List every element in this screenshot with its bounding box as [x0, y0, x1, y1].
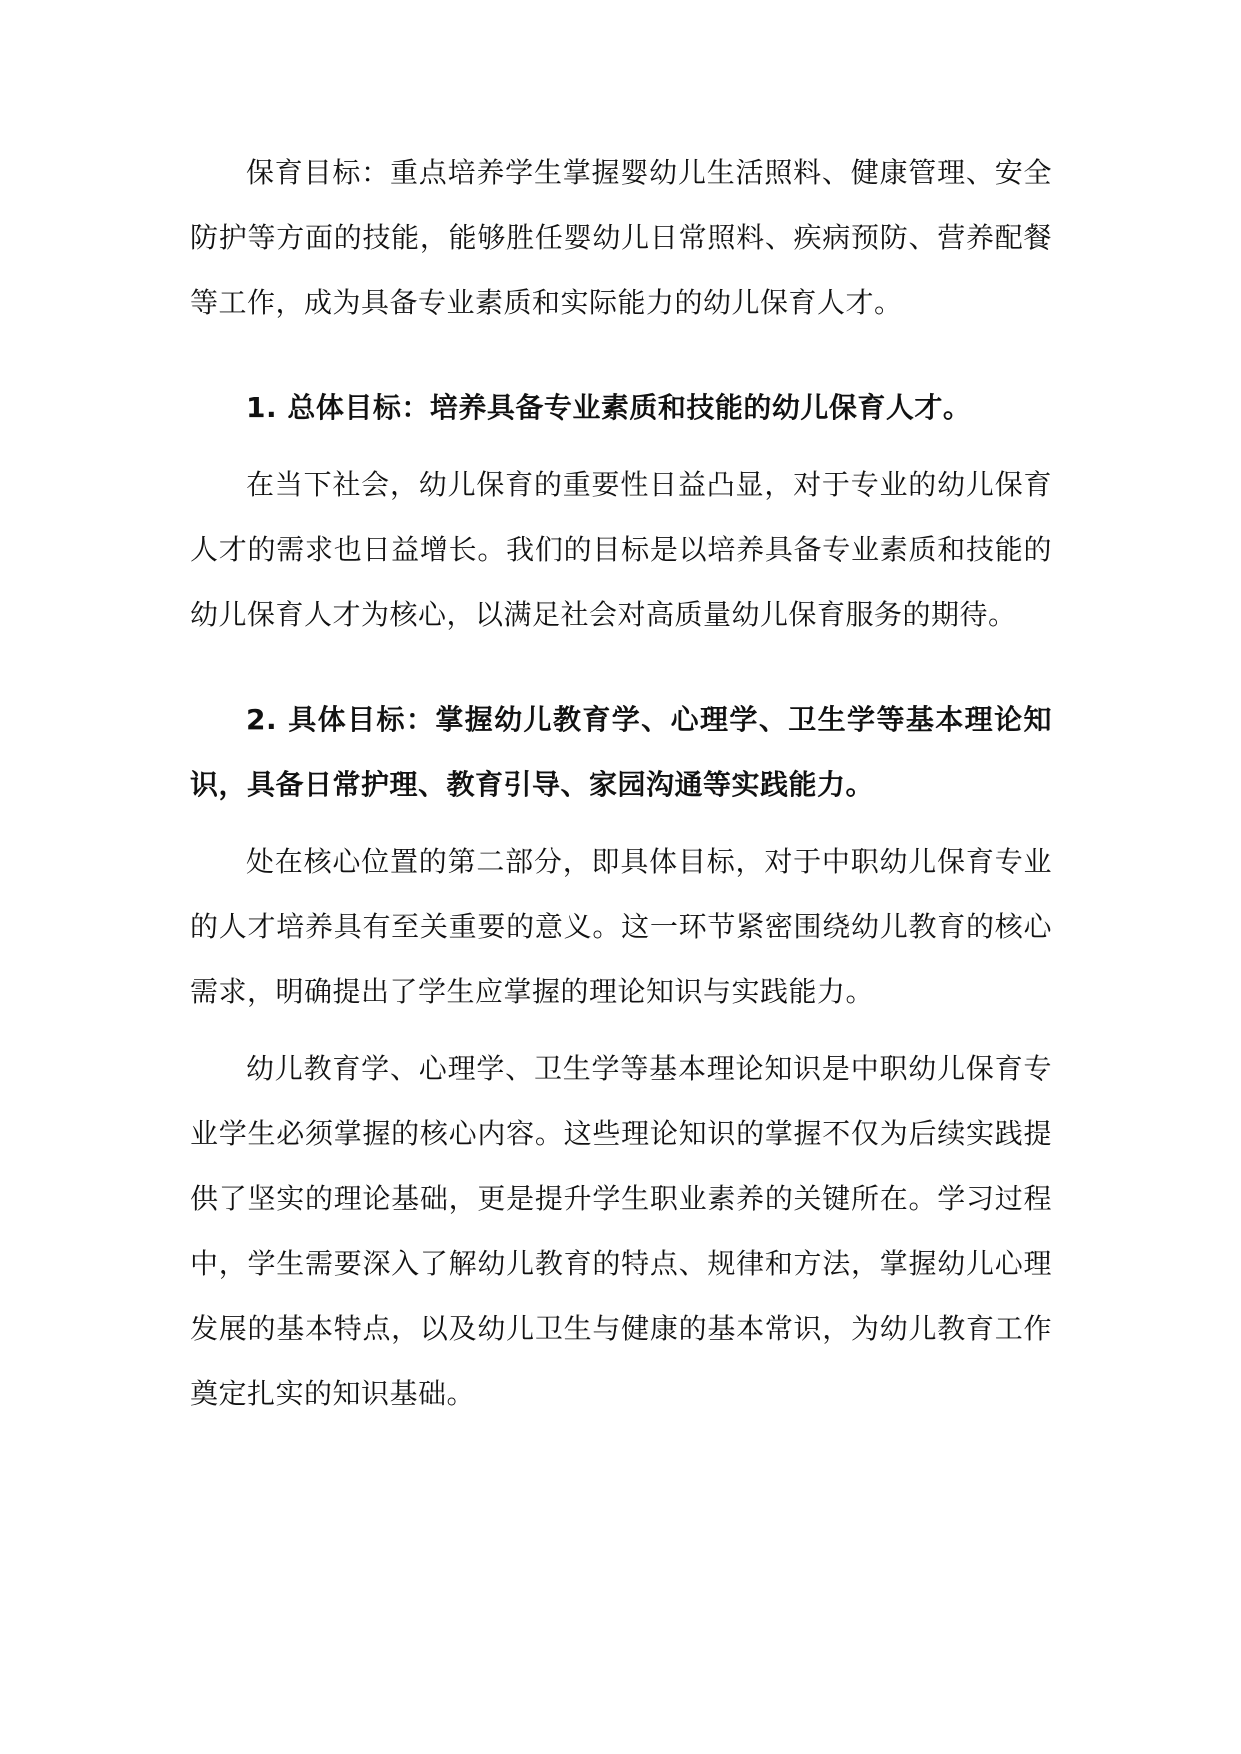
heading-overall-goal: 1. 总体目标：培养具备专业素质和技能的幼儿保育人才。: [246, 391, 972, 424]
paragraph-theory-knowledge: 幼儿教育学、心理学、卫生学等基本理论知识是中职幼儿保育专业学生必须掌握的核心内容。这些理论知识的掌握不仅为后续实践提供了坚实的理论基础，更是提升学生职业素养的关键所在。学习过程中，学生需要深入了解幼儿教育的特点、规律和方法，掌握幼儿心理发展的基本特点，以及幼儿卫生与健康的基本常识，为幼儿教育工作奠定扎实的知识基础。: [190, 1052, 1052, 1410]
paragraph-overall-goal: 在当下社会，幼儿保育的重要性日益凸显，对于专业的幼儿保育人才的需求也日益增长。我们的目标是以培养具备专业素质和技能的幼儿保育人才为核心，以满足社会对高质量幼儿保育服务的期待。: [190, 468, 1052, 631]
document-page: [190, 140, 1052, 1426]
paragraph-specific-goal: 处在核心位置的第二部分，即具体目标，对于中职幼儿保育专业的人才培养具有至关重要的意义。这一环节紧密围绕幼儿教育的核心需求，明确提出了学生应掌握的理论知识与实践能力。: [190, 845, 1052, 1008]
heading-specific-goal: 2. 具体目标：掌握幼儿教育学、心理学、卫生学等基本理论知识，具备日常护理、教育引导、家园沟通等实践能力。: [190, 703, 1052, 801]
paragraph-care-goal: 保育目标：重点培养学生掌握婴幼儿生活照料、健康管理、安全防护等方面的技能，能够胜任婴幼儿日常照料、疾病预防、营养配餐等工作，成为具备专业素质和实际能力的幼儿保育人才。: [190, 156, 1052, 319]
